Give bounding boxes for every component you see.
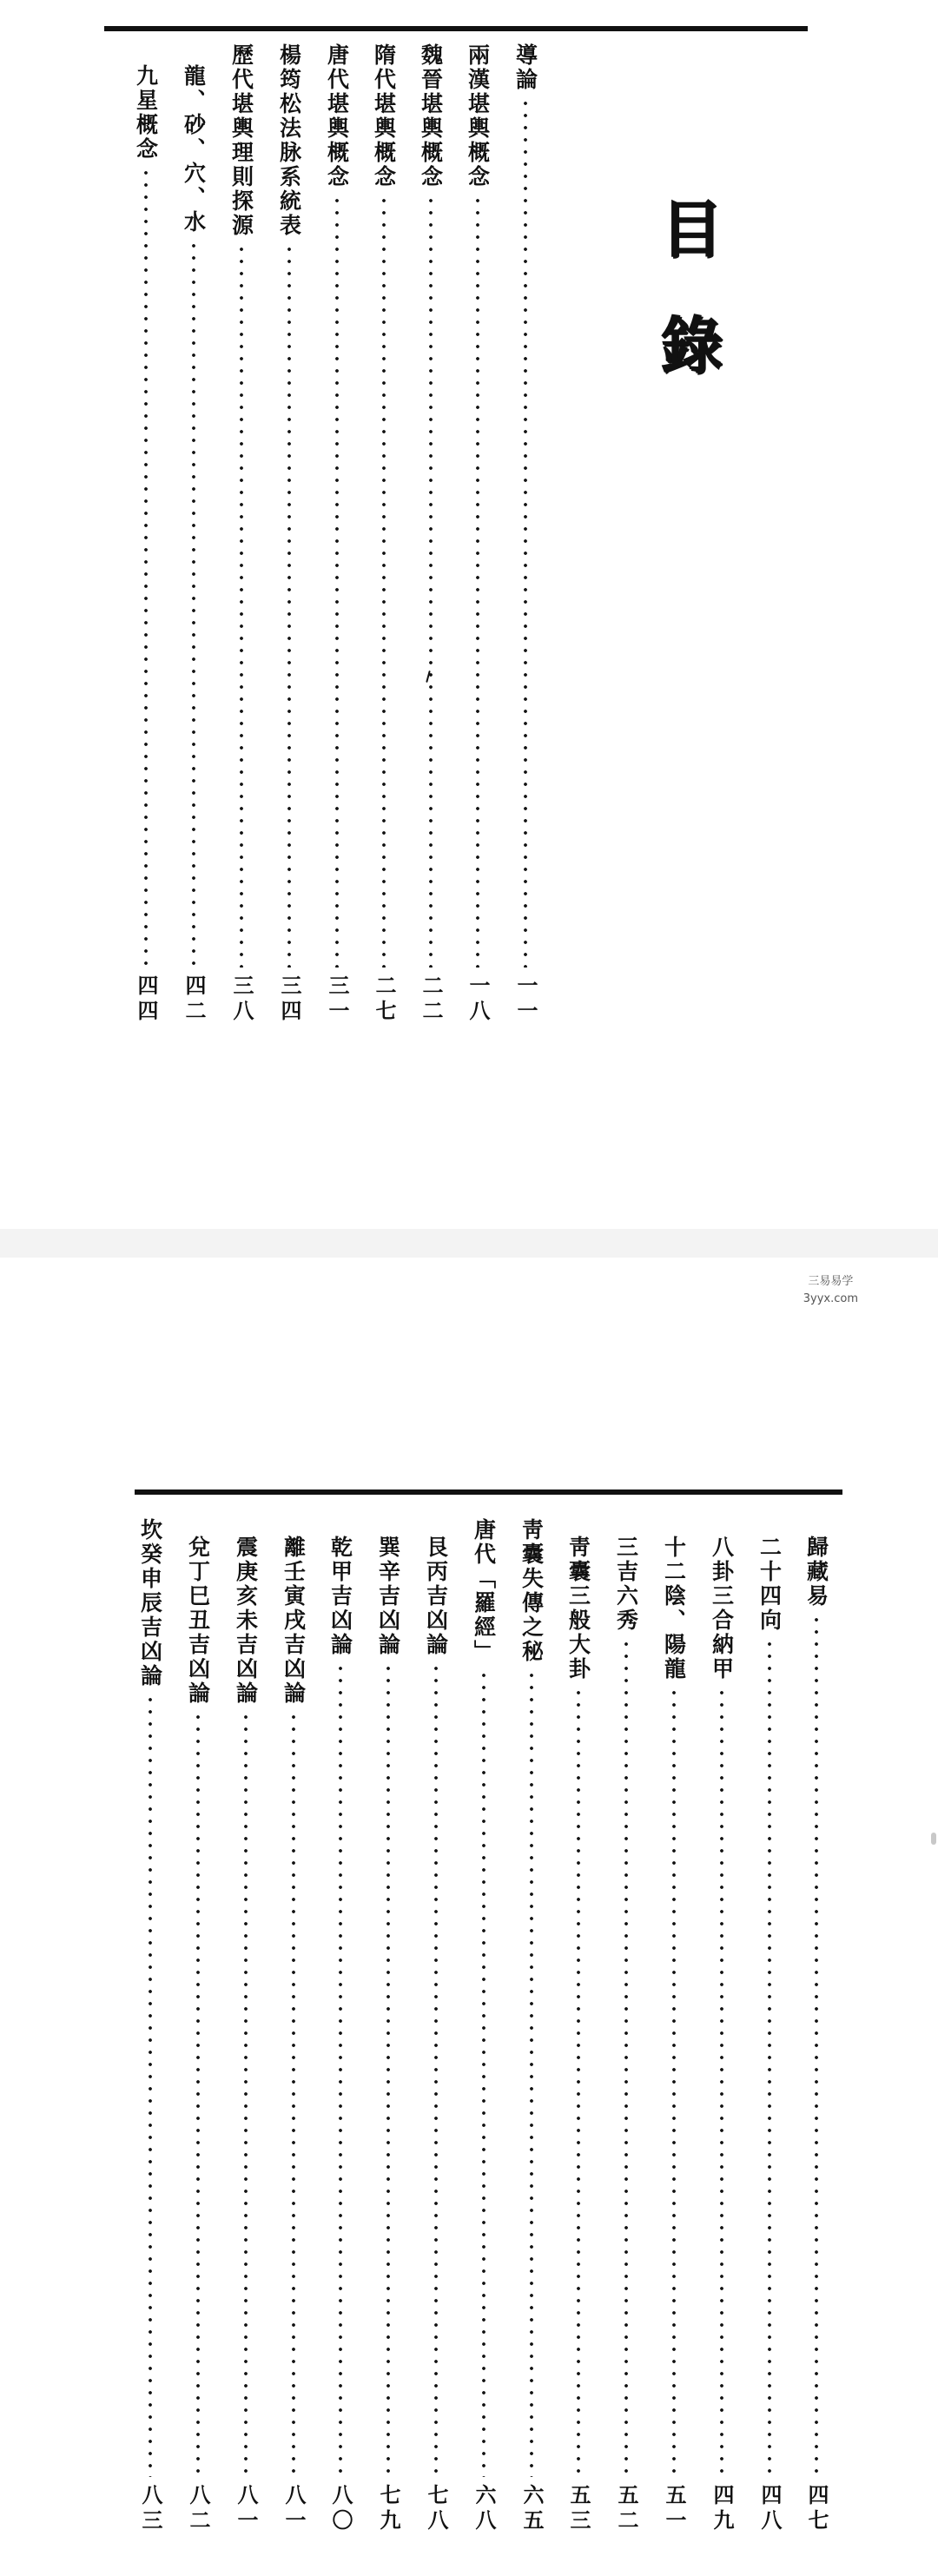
toc-entry-page: 四八 <box>757 2484 783 2534</box>
toc-entry <box>129 43 163 1025</box>
watermark-line: 3yyx.com <box>803 1292 858 1305</box>
toc-entry <box>514 1518 549 2534</box>
top-rule <box>104 26 808 31</box>
toc-entry-title: 唐代「羅經」 <box>471 1518 497 1664</box>
toc-entry-page: 三一 <box>325 974 350 1025</box>
toc-entry-page: 八二 <box>186 2484 211 2534</box>
toc-entry <box>419 1518 453 2534</box>
leader-dots <box>671 1687 677 2477</box>
leader-dots <box>767 1638 772 2477</box>
toc-entry-page: 四七 <box>804 2484 829 2534</box>
toc-entry-title: 二十四向 <box>756 1536 783 1633</box>
toc-heading-char: 錄 <box>660 308 723 382</box>
toc-entry-title: 兌丁巳丑吉凶論 <box>185 1536 211 1706</box>
toc-entry-page: 三八 <box>229 974 254 1025</box>
toc-entry-page: 七九 <box>376 2484 401 2534</box>
toc-entry <box>276 1518 311 2534</box>
leader-dots <box>719 1687 724 2477</box>
toc-entry-page: 八一 <box>281 2484 307 2534</box>
toc-entry-title: 坎癸申辰吉凶論 <box>137 1518 163 1688</box>
toc-entry-title: 楊筠松法脉系統表 <box>276 43 302 238</box>
site-watermark <box>803 1273 858 1308</box>
toc-entry-title: 艮丙吉凶論 <box>423 1536 449 1657</box>
leader-dots <box>143 167 149 968</box>
leader-dots <box>576 1687 581 2477</box>
toc-entry <box>752 1518 787 2534</box>
toc-entry <box>704 1518 739 2534</box>
toc-entry-title: 靑囊失傳之秘 <box>519 1518 545 1664</box>
toc-entry-title: 魏晉堪輿概念 <box>418 43 444 189</box>
toc-entry-title: 九星概念 <box>133 64 159 162</box>
scrollbar-thumb[interactable] <box>931 1833 936 1845</box>
toc-entry <box>657 1518 691 2534</box>
toc-heading-char: 目 <box>660 192 723 266</box>
toc-entry-page: 八一 <box>234 2484 259 2534</box>
leader-dots <box>195 1711 201 2477</box>
watermark-line: 三易易学 <box>808 1275 854 1288</box>
leader-dots <box>243 1711 248 2477</box>
toc-page-2 <box>0 1258 938 2576</box>
toc-entry-title: 震庚亥未吉凶論 <box>233 1536 259 1706</box>
toc-entry <box>609 1518 644 2534</box>
toc-entry-page: 三四 <box>277 974 302 1025</box>
toc-entry <box>561 1518 596 2534</box>
toc-entry <box>466 1518 501 2534</box>
leader-dots <box>624 1638 629 2477</box>
toc-entry <box>272 43 307 1025</box>
toc-entry-page: 八〇 <box>328 2484 353 2534</box>
leader-dots <box>148 1694 153 2477</box>
toc-entry-page: 五三 <box>566 2484 591 2534</box>
toc-entry-page: 一一 <box>513 974 538 1025</box>
toc-entry <box>460 43 495 1025</box>
leader-dots <box>433 1662 439 2477</box>
toc-entry-title: 龍、砂、穴、水 <box>181 64 207 234</box>
leader-dots <box>481 1669 486 2477</box>
toc-entry <box>176 43 211 1025</box>
toc-entry-page: 一八 <box>466 974 491 1025</box>
toc-entry-page: 四四 <box>134 974 159 1025</box>
toc-entry-title: 導論 <box>512 43 538 92</box>
toc-entry-title: 乾甲吉凶論 <box>327 1536 353 1657</box>
toc-entry <box>181 1518 215 2534</box>
toc-entry-title: 隋代堪輿概念 <box>371 43 397 189</box>
toc-entry-title: 離壬寅戌吉凶論 <box>281 1536 307 1706</box>
leader-dots <box>386 1662 391 2477</box>
toc-entry-page: 五一 <box>662 2484 687 2534</box>
leader-dots <box>529 1669 534 2477</box>
toc-entry-page: 二二 <box>419 974 444 1025</box>
toc-entry-page: 二七 <box>372 974 397 1025</box>
leader-dots <box>523 97 528 968</box>
top-rule <box>135 1489 842 1495</box>
toc-entry-page: 七八 <box>424 2484 449 2534</box>
toc-entry-title: 十二陰、陽龍 <box>661 1536 687 1681</box>
leader-dots <box>291 1711 296 2477</box>
toc-entry-title: 三吉六秀 <box>613 1536 639 1633</box>
page-gap <box>0 1229 938 1258</box>
toc-entry <box>133 1518 168 2534</box>
toc-entry-title: 歸藏易 <box>803 1536 829 1608</box>
toc-entry <box>320 43 354 1025</box>
toc-entry-page: 四二 <box>182 974 207 1025</box>
toc-entry-title: 歷代堪輿理則探源 <box>228 43 254 238</box>
toc-entry-title: 靑囊三般大卦 <box>565 1536 591 1681</box>
toc-entry <box>323 1518 358 2534</box>
toc-entry-page: 六八 <box>472 2484 497 2534</box>
toc-entry <box>224 43 259 1025</box>
leader-dots <box>381 195 386 968</box>
leader-dots <box>428 195 433 968</box>
toc-page-1 <box>0 0 938 1229</box>
leader-dots <box>338 1662 343 2477</box>
toc-entry-title: 巽辛吉凶論 <box>375 1536 401 1657</box>
leader-dots <box>239 243 244 968</box>
leader-dots <box>287 243 292 968</box>
toc-entry-page: 五二 <box>614 2484 639 2534</box>
leader-dots <box>334 195 340 968</box>
toc-entry <box>508 43 543 1025</box>
toc-entry-page: 六五 <box>519 2484 545 2534</box>
leader-dots <box>814 1614 819 2477</box>
leader-dots <box>475 195 480 968</box>
toc-entry-title: 唐代堪輿概念 <box>324 43 350 189</box>
toc-entry-page: 四九 <box>710 2484 735 2534</box>
toc-entry-title: 八卦三合納甲 <box>709 1536 735 1681</box>
leader-dots <box>191 240 196 968</box>
toc-entry <box>228 1518 263 2534</box>
toc-entry-title: 兩漢堪輿概念 <box>465 43 491 189</box>
toc-entry <box>799 1518 834 2534</box>
toc-entry <box>413 43 448 1025</box>
toc-entry-page: 八三 <box>138 2484 163 2534</box>
toc-entry <box>371 1518 406 2534</box>
toc-entry <box>367 43 401 1025</box>
